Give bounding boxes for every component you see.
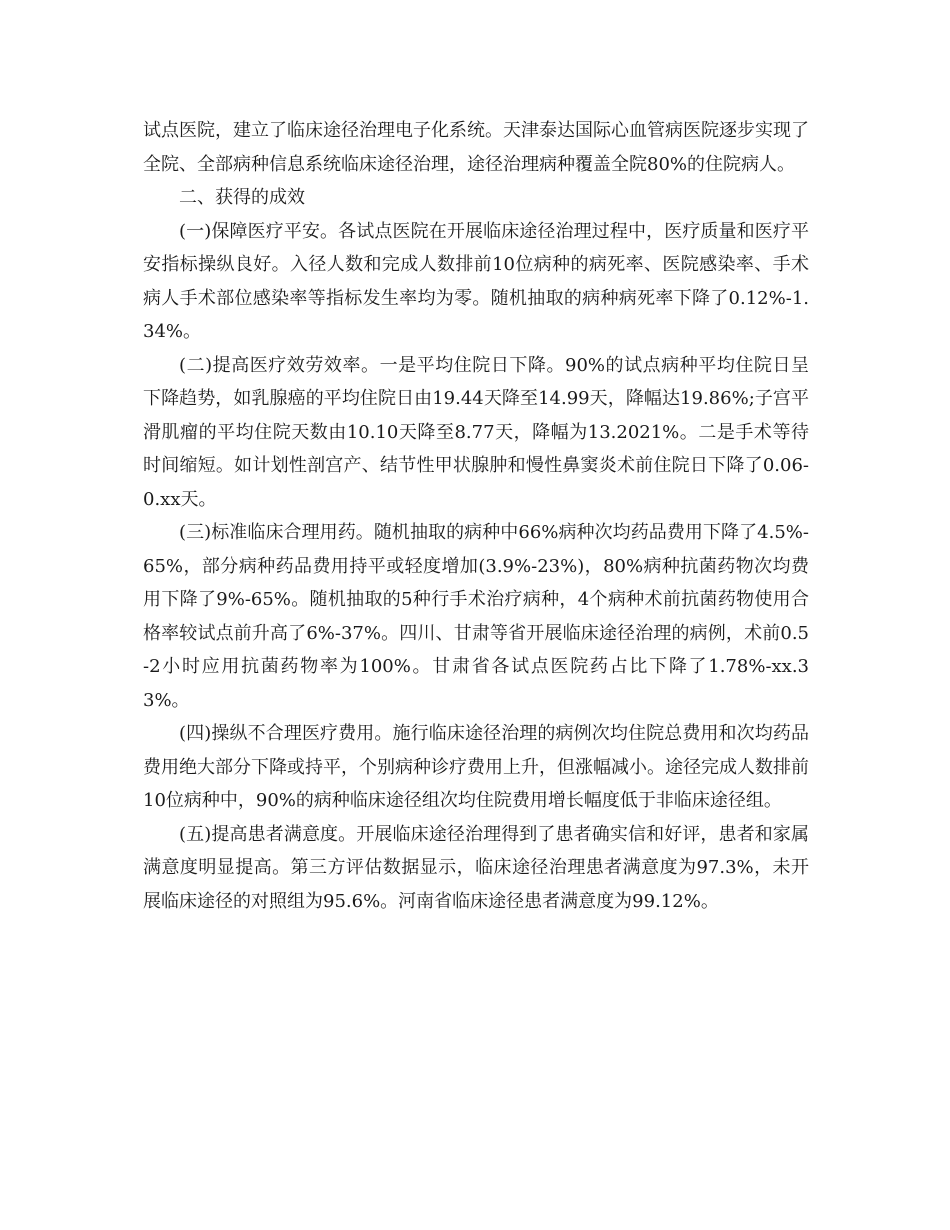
paragraph-rational-drug-use: (三)标准临床合理用药。随机抽取的病种中66%病种次均药品费用下降了4.5%-65%，部分病种药品费用持平或轻度增加(3.9%-23%)，80%病种抗菌药物次均费用下降了9%-65%。随机抽取的5种行手术治疗病种，4个病种术前抗菌药物使用合格率较试点前升高了6%-37%。四川、甘肃等省开展临床途径治理的病例，术前0.5-2小时应用抗菌药物率为100%。甘肃省各试点医院药占比下降了1.78%-xx.33%。	[143, 522, 809, 711]
paragraph-patient-satisfaction: (五)提高患者满意度。开展临床途径治理得到了患者确实信和好评，患者和家属满意度明显提高。第三方评估数据显示，临床途径治理患者满意度为97.3%，未开展临床途径的对照组为95.6%。河南省临床途径患者满意度为99.12%。	[143, 823, 809, 912]
paragraph-cost-control: (四)操纵不合理医疗费用。施行临床途径治理的病例次均住院总费用和次均药品费用绝大部分下降或持平，个别病种诊疗费用上升，但涨幅减小。途径完成人数排前10位病种中，90%的病种临床途径组次均住院费用增长幅度低于非临床途径组。	[143, 723, 809, 811]
document-body	[143, 114, 809, 918]
paragraph-service-efficiency: (二)提高医疗效劳效率。一是平均住院日下降。90%的试点病种平均住院日呈下降趋势，如乳腺癌的平均住院日由19.44天降至14.99天，降幅达19.86%;子宫平滑肌瘤的平均住院天数由10.10天降至8.77天，降幅为13.2021%。二是手术等待时间缩短。如计划性剖宫产、结节性甲状腺肿和慢性鼻窦炎术前住院日下降了0.06-0.xx天。	[143, 354, 809, 510]
paragraph-pilot-hospitals: 试点医院，建立了临床途径治理电子化系统。天津泰达国际心血管病医院逐步实现了全院、全部病种信息系统临床途径治理，途径治理病种覆盖全院80%的住院病人。	[143, 120, 809, 175]
section-heading-results: 二、获得的成效	[179, 187, 305, 208]
paragraph-medical-safety: (一)保障医疗平安。各试点医院在开展临床途径治理过程中，医疗质量和医疗平安指标操纵良好。入径人数和完成人数排前10位病种的病死率、医院感染率、手术病人手术部位感染率等指标发生率均为零。随机抽取的病种病死率下降了0.12%-1.34%。	[143, 220, 809, 342]
